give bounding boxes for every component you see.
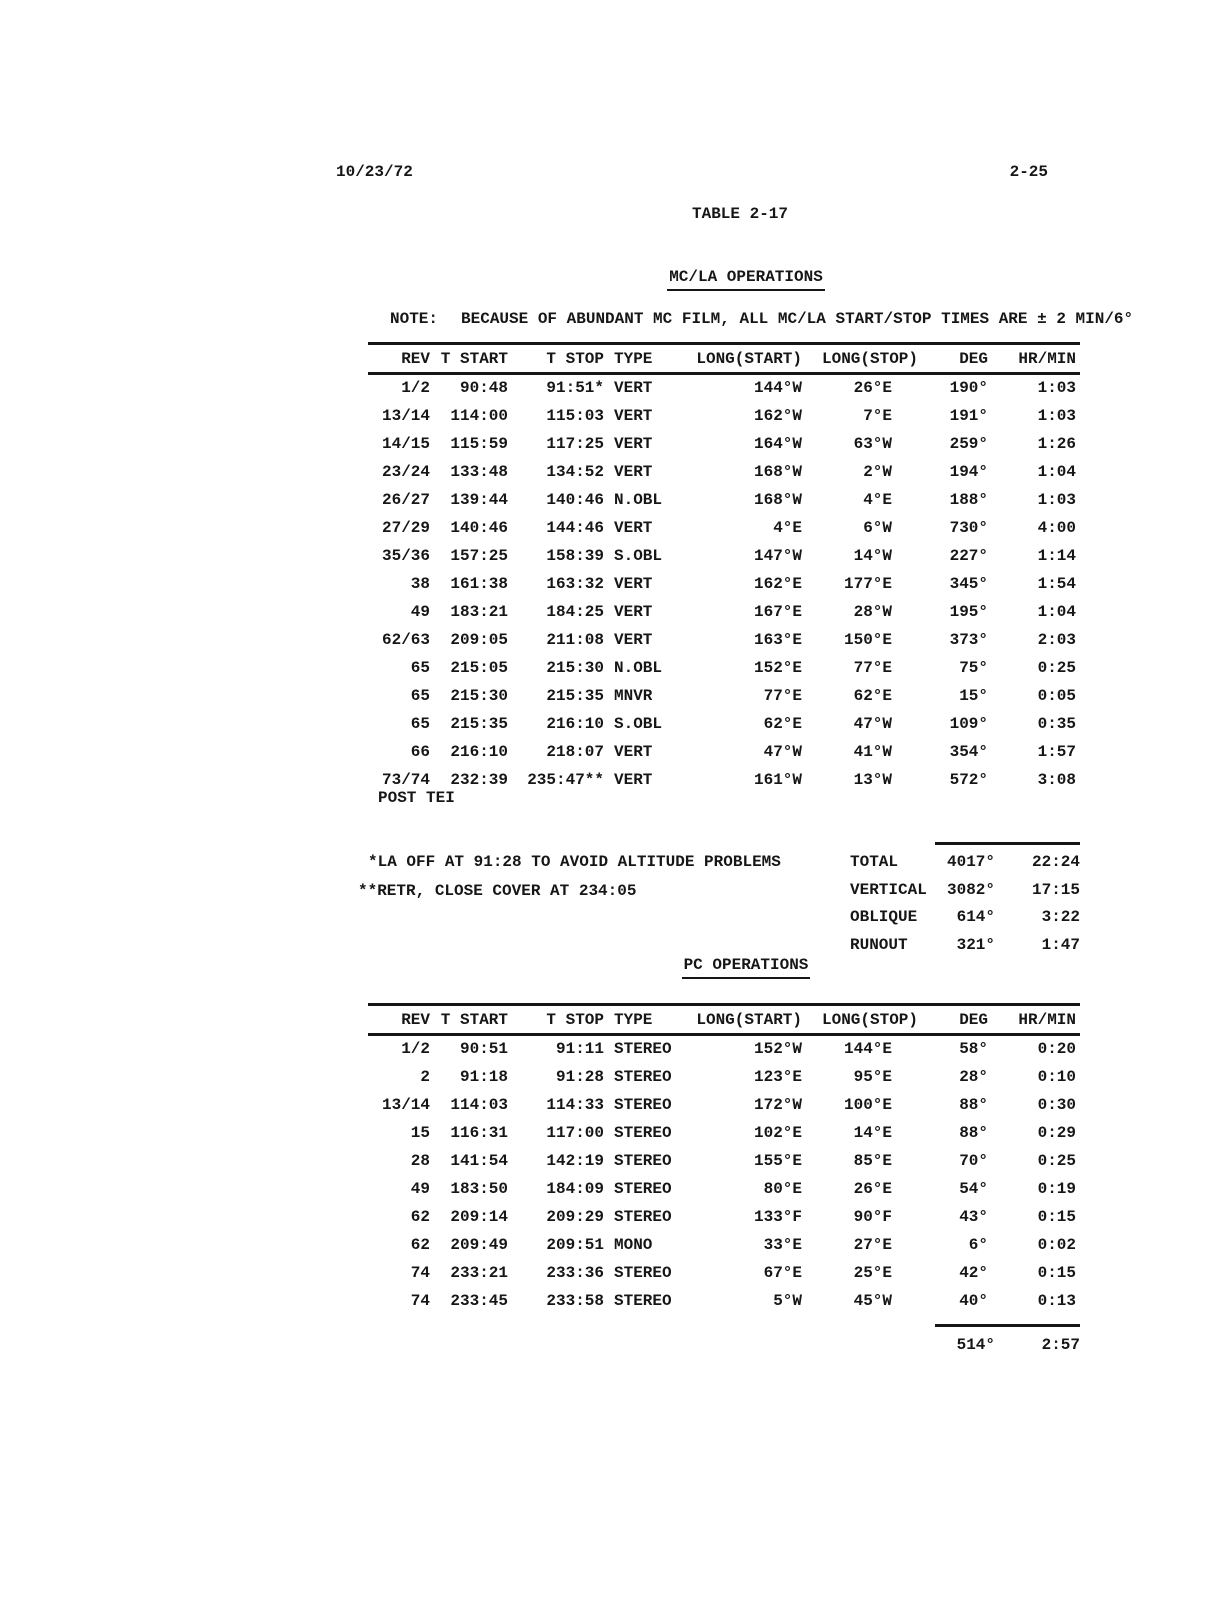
post-tei-label: POST TEI <box>378 789 455 807</box>
table-row <box>368 682 1080 710</box>
table-cell: 65 <box>410 686 430 705</box>
table-cell: 42° <box>959 1263 988 1282</box>
summary-deg: 614° <box>956 908 995 926</box>
table-cell: 133:48 <box>450 462 508 481</box>
column-header: LONG(STOP) <box>802 344 918 374</box>
column-header: REV <box>368 1005 430 1035</box>
table-cell: 90:51 <box>459 1040 508 1059</box>
table-cell: N.OBL <box>614 490 663 509</box>
table-cell: 4°E <box>863 490 892 509</box>
report-date: 10/23/72 <box>336 163 413 181</box>
table-cell: 70° <box>959 1151 988 1170</box>
table-cell: 142:19 <box>546 1151 604 1170</box>
column-header: T STOP <box>508 344 604 374</box>
table-cell: 1:03 <box>1037 406 1076 425</box>
table-cell: 13°W <box>853 770 892 789</box>
table-cell: MONO <box>614 1235 653 1254</box>
table-cell: 155°E <box>753 1151 802 1170</box>
table-cell: 74 <box>410 1263 430 1282</box>
table-cell: 172°W <box>753 1095 802 1114</box>
table-cell: STEREO <box>614 1123 672 1142</box>
column-header: DEG <box>918 344 990 374</box>
table-cell: 168°W <box>753 462 802 481</box>
summary-row <box>850 853 1080 881</box>
table-cell: 183:50 <box>450 1179 508 1198</box>
table-cell: 115:59 <box>450 434 508 453</box>
table-cell: 90°F <box>853 1207 892 1226</box>
table-cell: 49 <box>410 602 430 621</box>
column-header: DEG <box>918 1005 990 1035</box>
table-row <box>368 626 1080 654</box>
table-cell: 188° <box>949 490 988 509</box>
column-header: LONG(START) <box>674 1005 802 1035</box>
table-cell: 117:25 <box>546 434 604 453</box>
table-cell: 215:35 <box>450 714 508 733</box>
table-cell: 140:46 <box>450 518 508 537</box>
table-cell: 0:15 <box>1037 1207 1076 1226</box>
table-row <box>368 514 1080 542</box>
page-header <box>336 163 1048 181</box>
table-cell: 26°E <box>853 379 892 398</box>
table-cell: 147°W <box>753 546 802 565</box>
table-cell: 0:35 <box>1037 714 1076 733</box>
table-cell: 0:10 <box>1037 1067 1076 1086</box>
table-cell: 190° <box>949 379 988 398</box>
table-row <box>368 1035 1080 1063</box>
table-cell: VERT <box>614 406 653 425</box>
table-row <box>368 458 1080 486</box>
table-cell: 209:14 <box>450 1207 508 1226</box>
table-cell: 259° <box>949 434 988 453</box>
summary-deg: 4017° <box>946 853 995 871</box>
table-cell: 0:15 <box>1037 1263 1076 1282</box>
table-row <box>368 710 1080 738</box>
table-cell: 116:31 <box>450 1123 508 1142</box>
table-cell: 26/27 <box>381 490 430 509</box>
table-cell: 67°E <box>763 1263 802 1282</box>
column-header: REV <box>368 344 430 374</box>
table-cell: 209:49 <box>450 1235 508 1254</box>
table-cell: 85°E <box>853 1151 892 1170</box>
table-cell: 209:29 <box>546 1207 604 1226</box>
table-cell: STEREO <box>614 1040 672 1059</box>
table-cell: 62 <box>410 1235 430 1254</box>
table-cell: 74 <box>410 1291 430 1310</box>
table-cell: 114:00 <box>450 406 508 425</box>
table-cell: 14°E <box>853 1123 892 1142</box>
column-header: HR/MIN <box>990 344 1080 374</box>
table-cell: 144°W <box>753 379 802 398</box>
table-cell: 232:39 <box>450 770 508 789</box>
table-cell: 162°W <box>753 406 802 425</box>
table-cell: 211:08 <box>546 630 604 649</box>
table-cell: 730° <box>949 518 988 537</box>
summary-deg: 3082° <box>946 880 995 899</box>
table-cell: 117:00 <box>546 1123 604 1142</box>
table-cell: 216:10 <box>546 714 604 733</box>
table-cell: 0:29 <box>1037 1123 1076 1142</box>
column-header: TYPE <box>604 344 674 374</box>
table-row <box>368 542 1080 570</box>
table-cell: 13/14 <box>381 1095 430 1114</box>
table-cell: 1:04 <box>1037 602 1076 621</box>
table-header-row <box>368 344 1080 374</box>
table-header-row <box>368 1005 1080 1035</box>
table-cell: 152°E <box>753 658 802 677</box>
pc-operations-table <box>368 1003 1080 1315</box>
footnotes <box>358 848 781 905</box>
table-cell: 28 <box>410 1151 430 1170</box>
table-cell: 0:02 <box>1037 1235 1076 1254</box>
table-cell: 123°E <box>753 1067 802 1086</box>
table-cell: 133°F <box>753 1207 802 1226</box>
table-cell: 1/2 <box>401 379 430 398</box>
pc-total-deg: 514° <box>956 1336 995 1354</box>
table-cell: 62°E <box>763 714 802 733</box>
table-cell: 54° <box>959 1179 988 1198</box>
table-cell: 88° <box>959 1123 988 1142</box>
table-cell: STEREO <box>614 1207 672 1226</box>
table-cell: 1:14 <box>1037 546 1076 565</box>
table-cell: STEREO <box>614 1095 672 1114</box>
table-cell: STEREO <box>614 1291 672 1310</box>
table-cell: 91:18 <box>459 1067 508 1086</box>
table-cell: 102°E <box>753 1123 802 1142</box>
table-cell: VERT <box>614 379 653 398</box>
table-cell: 167°E <box>753 602 802 621</box>
table-cell: 47°W <box>853 714 892 733</box>
table-cell: 2 <box>420 1067 430 1086</box>
table-cell: 233:58 <box>546 1291 604 1310</box>
pc-section-heading <box>376 956 1116 979</box>
note-line <box>390 310 1133 328</box>
table-cell: 114:33 <box>546 1095 604 1114</box>
mcla-operations-table <box>368 342 1080 794</box>
column-header: T STOP <box>508 1005 604 1035</box>
mcla-section-heading <box>376 268 1116 291</box>
table-cell: 354° <box>949 742 988 761</box>
table-cell: 115:03 <box>546 406 604 425</box>
table-row <box>368 1063 1080 1091</box>
table-cell: 47°W <box>763 742 802 761</box>
table-row <box>368 1231 1080 1259</box>
column-header: T START <box>430 344 508 374</box>
table-cell: 0:25 <box>1037 1151 1076 1170</box>
table-cell: 0:05 <box>1037 686 1076 705</box>
table-row <box>368 1203 1080 1231</box>
table-cell: 0:25 <box>1037 658 1076 677</box>
table-cell: 23/24 <box>381 462 430 481</box>
pc-total-block <box>850 1324 1080 1364</box>
table-cell: 6°W <box>863 518 892 537</box>
summary-row <box>850 881 1080 909</box>
table-cell: N.OBL <box>614 658 663 677</box>
table-cell: 65 <box>410 714 430 733</box>
table-cell: 91:51* <box>546 379 604 398</box>
column-header: TYPE <box>604 1005 674 1035</box>
table-cell: 80°E <box>763 1179 802 1198</box>
table-cell: 62 <box>410 1207 430 1226</box>
table-cell: 35/36 <box>381 546 430 565</box>
table-cell: 58° <box>959 1040 988 1059</box>
table-cell: 109° <box>949 714 988 733</box>
summary-duration: 22:24 <box>1031 853 1080 871</box>
table-cell: 1:26 <box>1037 434 1076 453</box>
column-header: LONG(START) <box>674 344 802 374</box>
table-cell: VERT <box>614 574 653 593</box>
table-cell: 0:13 <box>1037 1291 1076 1310</box>
table-cell: 141:54 <box>450 1151 508 1170</box>
table-row <box>368 430 1080 458</box>
table-row <box>368 486 1080 514</box>
table-row <box>368 654 1080 682</box>
summary-duration: 1:47 <box>1041 935 1080 954</box>
table-cell: STEREO <box>614 1151 672 1170</box>
table-cell: 209:05 <box>450 630 508 649</box>
note-label: NOTE: <box>390 310 439 328</box>
table-cell: MNVR <box>614 686 653 705</box>
table-cell: 27/29 <box>381 518 430 537</box>
table-row <box>368 1175 1080 1203</box>
table-cell: 62°E <box>853 686 892 705</box>
table-cell: STEREO <box>614 1179 672 1198</box>
table-cell: 194° <box>949 462 988 481</box>
footnote-la-off: *LA OFF AT 91:28 TO AVOID ALTITUDE PROBLEMS <box>368 853 781 871</box>
table-cell: 139:44 <box>450 490 508 509</box>
table-cell: 0:30 <box>1037 1095 1076 1114</box>
table-cell: 88° <box>959 1095 988 1114</box>
table-cell: 14°W <box>853 546 892 565</box>
table-cell: 38 <box>410 574 430 593</box>
table-cell: 2°W <box>863 462 892 481</box>
table-cell: S.OBL <box>614 714 663 733</box>
table-cell: 2:03 <box>1037 630 1076 649</box>
table-cell: 75° <box>959 658 988 677</box>
table-number: TABLE 2-17 <box>691 205 788 223</box>
table-row <box>368 766 1080 794</box>
table-cell: 4°E <box>773 518 802 537</box>
table-row <box>368 402 1080 430</box>
table-cell: 572° <box>949 770 988 789</box>
table-cell: 150°E <box>843 630 892 649</box>
column-header: HR/MIN <box>990 1005 1080 1035</box>
summary-label: OBLIQUE <box>850 908 918 926</box>
table-cell: 15 <box>410 1123 430 1142</box>
summary-label: VERTICAL <box>850 880 927 899</box>
table-row <box>368 374 1080 402</box>
table-cell: VERT <box>614 742 653 761</box>
table-cell: 183:21 <box>450 602 508 621</box>
table-cell: VERT <box>614 462 653 481</box>
table-cell: 6° <box>968 1235 988 1254</box>
table-cell: 25°E <box>853 1263 892 1282</box>
summary-label: RUNOUT <box>850 935 908 954</box>
table-cell: 3:08 <box>1037 770 1076 789</box>
table-cell: 177°E <box>843 574 892 593</box>
table-cell: VERT <box>614 602 653 621</box>
table-cell: 184:25 <box>546 602 604 621</box>
table-cell: 77°E <box>853 658 892 677</box>
mcla-section-title: MC/LA OPERATIONS <box>667 268 825 291</box>
footnote-retr: **RETR, CLOSE COVER AT 234:05 <box>358 881 637 900</box>
table-cell: 1:04 <box>1037 462 1076 481</box>
table-cell: 45°W <box>853 1291 892 1310</box>
table-cell: STEREO <box>614 1263 672 1282</box>
table-cell: 215:05 <box>450 658 508 677</box>
table-cell: 215:30 <box>450 686 508 705</box>
table-cell: 40° <box>959 1291 988 1310</box>
table-cell: 27°E <box>853 1235 892 1254</box>
table-cell: 66 <box>410 742 430 761</box>
table-cell: VERT <box>614 518 653 537</box>
table-cell: 215:30 <box>546 658 604 677</box>
table-row <box>368 738 1080 766</box>
table-cell: 1/2 <box>401 1040 430 1059</box>
table-cell: 0:19 <box>1037 1179 1076 1198</box>
table-cell: 90:48 <box>459 379 508 398</box>
summary-rule <box>935 842 1080 845</box>
table-cell: 28° <box>959 1067 988 1086</box>
table-cell: 209:51 <box>546 1235 604 1254</box>
table-cell: 227° <box>949 546 988 565</box>
table-row <box>368 1091 1080 1119</box>
summary-duration: 3:22 <box>1041 908 1080 926</box>
table-cell: 161:38 <box>450 574 508 593</box>
table-row <box>368 1259 1080 1287</box>
table-cell: 63°W <box>853 434 892 453</box>
mcla-totals-summary <box>850 842 1080 963</box>
table-cell: 163:32 <box>546 574 604 593</box>
table-cell: 14/15 <box>381 434 430 453</box>
table-cell: 157:25 <box>450 546 508 565</box>
table-cell: 77°E <box>763 686 802 705</box>
table-cell: 134:52 <box>546 462 604 481</box>
pc-section-title: PC OPERATIONS <box>682 956 811 979</box>
summary-label: TOTAL <box>850 853 899 871</box>
table-cell: 233:45 <box>450 1291 508 1310</box>
table-cell: S.OBL <box>614 546 663 565</box>
table-cell: 95°E <box>853 1067 892 1086</box>
summary-row <box>850 908 1080 936</box>
table-cell: 158:39 <box>546 546 604 565</box>
table-cell: 235:47** <box>527 770 604 789</box>
table-cell: 0:20 <box>1037 1040 1076 1059</box>
summary-duration: 17:15 <box>1031 880 1080 899</box>
table-row <box>368 570 1080 598</box>
table-cell: 1:03 <box>1037 379 1076 398</box>
table-cell: 1:57 <box>1037 742 1076 761</box>
table-cell: 161°W <box>753 770 802 789</box>
table-cell: 195° <box>949 602 988 621</box>
table-cell: 65 <box>410 658 430 677</box>
table-cell: 28°W <box>853 602 892 621</box>
table-row <box>368 1119 1080 1147</box>
table-cell: 373° <box>949 630 988 649</box>
pc-total-duration: 2:57 <box>1041 1336 1080 1354</box>
table-cell: 1:54 <box>1037 574 1076 593</box>
table-cell: 162°E <box>753 574 802 593</box>
table-cell: STEREO <box>614 1067 672 1086</box>
page-number: 2-25 <box>1009 163 1048 181</box>
table-cell: 184:09 <box>546 1179 604 1198</box>
summary-deg: 321° <box>956 935 995 954</box>
table-cell: 4:00 <box>1037 518 1076 537</box>
table-cell: 49 <box>410 1179 430 1198</box>
table-cell: 144°E <box>843 1040 892 1059</box>
table-cell: 7°E <box>863 406 892 425</box>
table-cell: 114:03 <box>450 1095 508 1114</box>
table-cell: 15° <box>959 686 988 705</box>
table-cell: 73/74 <box>381 770 430 789</box>
column-header: LONG(STOP) <box>802 1005 918 1035</box>
table-cell: 43° <box>959 1207 988 1226</box>
table-cell: 163°E <box>753 630 802 649</box>
table-cell: 215:35 <box>546 686 604 705</box>
table-cell: 233:36 <box>546 1263 604 1282</box>
table-row <box>368 598 1080 626</box>
column-header: T START <box>430 1005 508 1035</box>
table-cell: 91:28 <box>555 1067 604 1086</box>
table-cell: 144:46 <box>546 518 604 537</box>
table-cell: 168°W <box>753 490 802 509</box>
table-cell: 41°W <box>853 742 892 761</box>
table-row <box>368 1287 1080 1315</box>
table-cell: 62/63 <box>381 630 430 649</box>
table-cell: 216:10 <box>450 742 508 761</box>
note-text: BECAUSE OF ABUNDANT MC FILM, ALL MC/LA START/STOP TIMES ARE ± 2 MIN/6° <box>461 310 1134 328</box>
table-cell: VERT <box>614 630 653 649</box>
table-cell: 13/14 <box>381 406 430 425</box>
table-cell: 1:03 <box>1037 490 1076 509</box>
table-cell: 5°W <box>773 1291 802 1310</box>
table-cell: 26°E <box>853 1179 892 1198</box>
table-cell: 152°W <box>753 1040 802 1059</box>
table-cell: 191° <box>949 406 988 425</box>
table-cell: 218:07 <box>546 742 604 761</box>
table-cell: 100°E <box>843 1095 892 1114</box>
table-cell: VERT <box>614 434 653 453</box>
table-cell: 140:46 <box>546 490 604 509</box>
table-cell: 33°E <box>763 1235 802 1254</box>
pc-total-row <box>850 1336 1080 1364</box>
table-cell: 345° <box>949 574 988 593</box>
table-row <box>368 1147 1080 1175</box>
table-cell: 164°W <box>753 434 802 453</box>
pc-total-rule <box>935 1324 1080 1327</box>
table-cell: 233:21 <box>450 1263 508 1282</box>
table-cell: VERT <box>614 770 653 789</box>
table-cell: 91:11 <box>555 1040 604 1059</box>
